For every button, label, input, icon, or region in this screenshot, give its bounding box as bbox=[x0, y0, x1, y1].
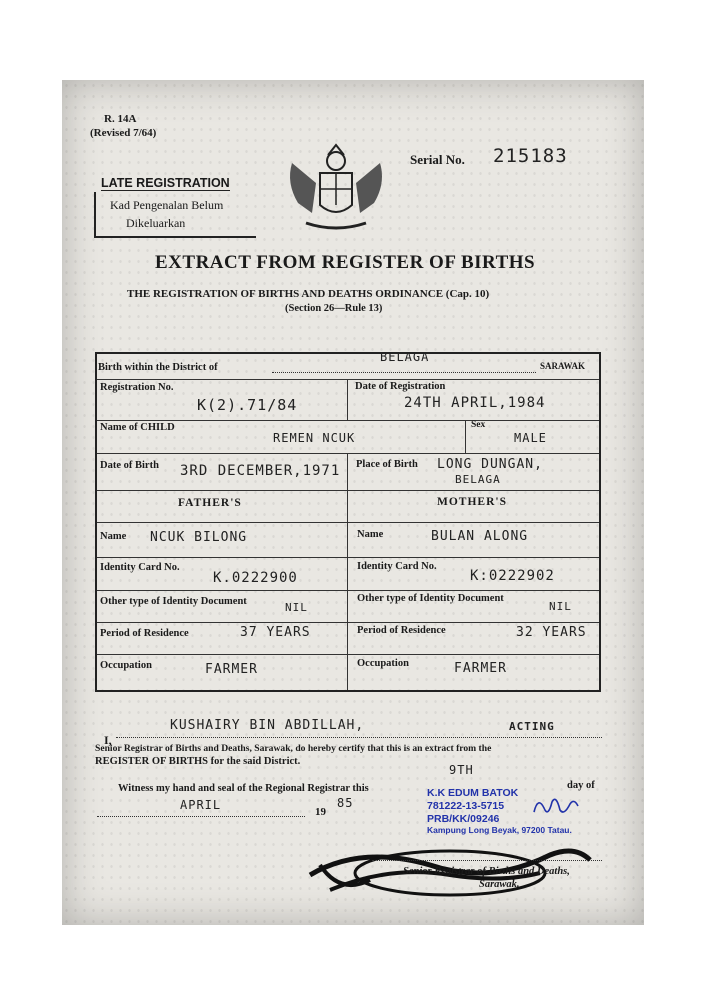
father-other-id-value: NIL bbox=[285, 601, 308, 614]
mother-other-id-label: Other type of Identity Document bbox=[357, 593, 504, 604]
month-value: APRIL bbox=[180, 798, 222, 812]
stamp-line1: Kad Pengenalan Belum bbox=[110, 198, 224, 212]
date-of-birth-value: 3RD DECEMBER,1971 bbox=[180, 463, 341, 479]
i-label: I, bbox=[104, 733, 112, 747]
day-of-text: day of bbox=[567, 780, 595, 791]
certify-line1: Senior Registrar of Births and Deaths, Sarawak, do hereby certify that this is an extract from the bbox=[95, 743, 492, 754]
witness-stamp-name: K.K EDUM BATOK bbox=[427, 787, 519, 799]
child-name-label: Name of CHILD bbox=[100, 422, 175, 433]
acting-text: ACTING bbox=[509, 720, 555, 733]
mother-occupation-label: Occupation bbox=[357, 658, 409, 669]
place-of-birth-label: Place of Birth bbox=[356, 459, 418, 470]
registration-date-value: 24TH APRIL,1984 bbox=[404, 395, 546, 411]
father-ic-value: K.0222900 bbox=[213, 570, 298, 586]
mother-residence-value: 32 YEARS bbox=[516, 625, 587, 640]
father-occupation-label: Occupation bbox=[100, 660, 152, 671]
registration-no-label: Registration No. bbox=[100, 382, 174, 393]
registrar-name: KUSHAIRY BIN ABDILLAH, bbox=[170, 718, 365, 733]
year-prefix: 19 bbox=[315, 806, 326, 818]
registration-no-value: K(2).71/84 bbox=[197, 396, 298, 414]
serial-label: Serial No. bbox=[410, 152, 465, 167]
witness-signature-icon bbox=[530, 792, 580, 820]
place-of-birth-value1: LONG DUNGAN, bbox=[437, 457, 543, 472]
mother-occupation-value: FARMER bbox=[454, 661, 507, 676]
father-name-label: Name bbox=[100, 531, 127, 542]
late-registration-stamp: LATE REGISTRATION bbox=[101, 176, 230, 190]
mother-header: MOTHER'S bbox=[437, 496, 507, 508]
signature-caption2: Sarawak. bbox=[479, 879, 520, 890]
mother-ic-value: K:0222902 bbox=[470, 568, 555, 584]
serial-number: 215183 bbox=[493, 145, 568, 167]
child-name-value: REMEN NCUK bbox=[273, 431, 356, 445]
father-header: FATHER'S bbox=[178, 497, 242, 509]
place-of-birth-value2: BELAGA bbox=[455, 473, 501, 486]
revised-date: (Revised 7/64) bbox=[90, 127, 157, 139]
mother-residence-label: Period of Residence bbox=[357, 625, 446, 636]
witness-stamp-ic: 781222-13-5715 bbox=[427, 800, 505, 812]
date-of-birth-label: Date of Birth bbox=[100, 460, 159, 471]
ic-not-issued-stamp bbox=[94, 192, 256, 238]
sex-label: Sex bbox=[471, 420, 486, 430]
district-label: Birth within the District of bbox=[98, 362, 218, 373]
document-title: EXTRACT FROM REGISTER OF BIRTHS bbox=[155, 252, 536, 273]
father-ic-label: Identity Card No. bbox=[100, 562, 180, 573]
district-state: SARAWAK bbox=[540, 361, 586, 371]
sex-value: MALE bbox=[514, 431, 547, 445]
form-code: R. 14A bbox=[104, 113, 137, 125]
father-occupation-value: FARMER bbox=[205, 662, 258, 677]
stamp-line2: Dikeluarkan bbox=[126, 216, 186, 230]
witness-text: Witness my hand and seal of the Regional Registrar this bbox=[118, 783, 369, 794]
witness-stamp-address: Kampung Long Beyak, 97200 Tatau. bbox=[427, 825, 572, 835]
mother-other-id-value: NIL bbox=[549, 600, 572, 613]
signature-dotted-line bbox=[372, 860, 602, 861]
certify-line2: REGISTER OF BIRTHS for the said District. bbox=[95, 756, 301, 767]
witness-stamp-ref: PRB/KK/09246 bbox=[427, 813, 500, 825]
father-residence-value: 37 YEARS bbox=[240, 625, 311, 640]
ordinance-subtitle: THE REGISTRATION OF BIRTHS AND DEATHS ORDINANCE (Cap. 10) bbox=[127, 288, 490, 300]
father-residence-label: Period of Residence bbox=[100, 628, 189, 639]
year-value: 85 bbox=[337, 796, 354, 810]
registrar-dotted-line bbox=[116, 737, 602, 738]
district-value: BELAGA bbox=[380, 350, 430, 364]
coat-of-arms-icon bbox=[282, 143, 390, 235]
father-name-value: NCUK BILONG bbox=[150, 530, 248, 545]
mother-name-label: Name bbox=[357, 529, 384, 540]
father-other-id-label: Other type of Identity Document bbox=[100, 596, 247, 607]
signature-caption1: Senior Registrar of Births and Deaths, bbox=[403, 866, 570, 877]
section-subtitle: (Section 26—Rule 13) bbox=[285, 303, 383, 314]
registration-date-label: Date of Registration bbox=[355, 381, 446, 392]
day-value: 9TH bbox=[449, 763, 474, 777]
mother-ic-label: Identity Card No. bbox=[357, 561, 437, 572]
mother-name-value: BULAN ALONG bbox=[431, 529, 529, 544]
month-dotted-line bbox=[97, 816, 305, 817]
